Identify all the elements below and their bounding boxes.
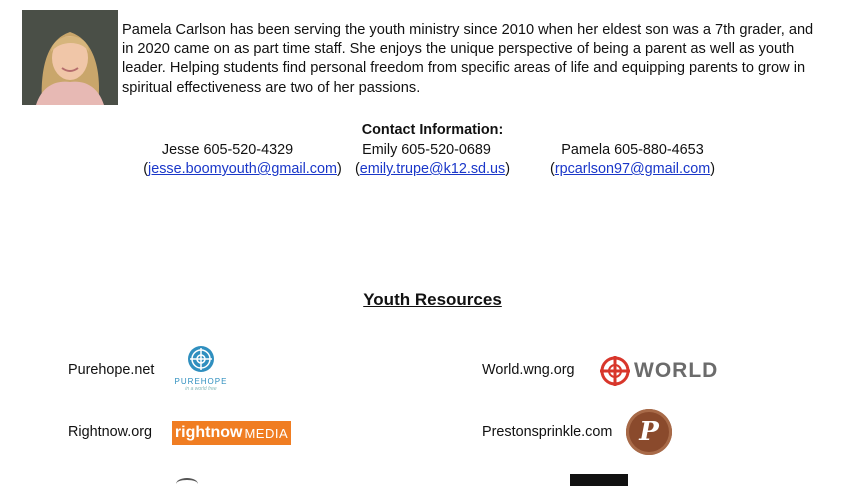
contact-jesse: Jesse 605-520-4329 (jesse.boomyouth@gmail.com) (140, 141, 345, 179)
contact-name-phone: Pamela 605-880-4653 (561, 142, 704, 158)
email-link[interactable]: jesse.boomyouth@gmail.com (148, 161, 337, 177)
resources-title: Youth Resources (363, 290, 502, 309)
partial-logo-icon (176, 478, 198, 490)
rightnow-logo-text: rightnow (174, 424, 243, 441)
preston-sprinkle-logo-icon[interactable] (626, 409, 672, 455)
contact-pamela: Pamela 605-880-4653 (rpcarlson97@gmail.com) (545, 141, 720, 179)
world-logo-icon[interactable] (598, 354, 738, 388)
resource-label-purehope[interactable]: Purehope.net (68, 362, 155, 378)
preston-logo-letter: P (639, 417, 659, 447)
bio-paragraph: Pamela Carlson has been serving the youth ministry since 2010 when her eldest son was a 7th grader, and in 2020 came on as part time staff. She enjoys the unique perspective of being a parent as well as youth leader. Helping students find personal freedom from specific areas of life and equipping parents to grow in spiritual effectiveness are two of her passions. (122, 22, 814, 96)
purehope-logo-text: PUREHOPE (174, 377, 228, 386)
contact-name-phone: Jesse 605-520-4329 (161, 142, 294, 158)
purehope-logo-sub: in a world free (185, 386, 217, 392)
purehope-logo-icon[interactable] (168, 344, 234, 396)
rightnow-logo-suffix: MEDIA (244, 425, 289, 441)
partial-logo-icon (570, 474, 628, 486)
world-logo-text: WORLD (634, 359, 719, 382)
resource-label-world[interactable]: World.wng.org (482, 362, 575, 378)
contact-emily: Emily 605-520-0689 (emily.trupe@k12.sd.us) (350, 141, 515, 179)
email-link[interactable]: rpcarlson97@gmail.com (554, 161, 711, 177)
resource-label-rightnow[interactable]: Rightnow.org (68, 424, 152, 440)
profile-photo (22, 10, 118, 105)
contact-name-phone: Emily 605-520-0689 (362, 142, 491, 158)
rightnow-media-logo[interactable] (172, 421, 291, 445)
contact-heading: Contact Information: (361, 122, 504, 138)
email-link[interactable]: emily.trupe@k12.sd.us (359, 161, 506, 177)
resource-label-prestonsprinkle[interactable]: Prestonsprinkle.com (482, 424, 613, 440)
